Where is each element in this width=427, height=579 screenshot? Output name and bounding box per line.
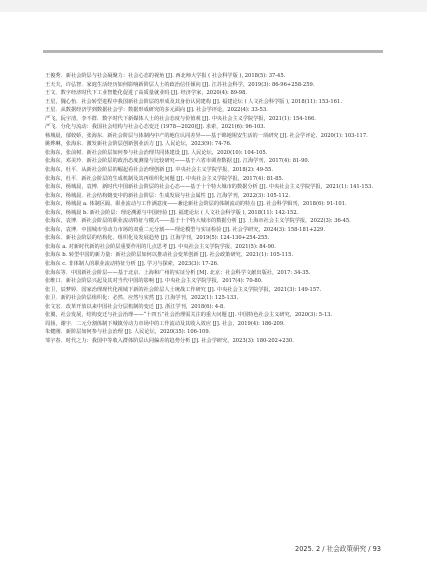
footer-journal: 社会政策研究 [326,545,367,553]
reference-list [45,72,390,346]
reference-entry: 周扬，谢宇．二元分割体制下城镇劳动力市场中的工作流动及其收入效应 [J]. 社会，2019(4): 186-209. [45,320,285,327]
reference-entry: 张海东，杨城晨．社会结构嬗变中的新社会阶层：生成发展与社会属性 [J]. 江海学刊，2022(3): 105-112. [45,192,290,199]
header-rule [43,50,383,53]
reference-entry: 王天夫，许弘智．家庭生活经历如何影响新阶层人士的政治信任倾向 [J]. 江苏社会科学，2019(3): 86-96+258-259. [45,81,315,88]
reference-entry: 张海东，袁博．中国城市劳动力市场的双重二元分割——理论模型与实证检验 [J]. 社会学研究，2024(3): 158-181+229. [45,226,325,233]
reference-entry: 张海东，杨城晨 b. 新社会阶层：理论溯源与中国经验 [J]. 福建论坛 ( 人文社会科学版 ), 2018(11): 142-152. [45,209,299,216]
reference-entry: 张文宏．改革开放以来中国社会分层机制的变迁 [J]. 浙江学刊，2018(6): 4-8. [45,303,225,310]
reference-entry: 张维口．新社会阶层兴起及其对当代中国的影响 [J]. 中央社会主义学院学报，2017(4): 70-80. [45,278,263,285]
reference-entry: 张海东 b. 转型中国的新力量：新社会阶层如何以推动社会变革创新 [J]. 社会政策研究，2021(1): 105-115. [45,252,294,259]
reference-entry: 杨城晨，郁姣娇，张海东．新社会阶层与体制内中产的地位认同差异——基于锦地锡安生活的一项研究 [J]. 社会学评论，2020(1): 103-117. [45,132,368,139]
reference-entry: 邹宇春．时代之力：我国中等收入群体阶层认同偏差的趋势分析 [J]. 社会学研究，2023(3): 180-202+230. [45,337,294,344]
reference-entry: 王星．从数据经济学到数据社会学：数据形成研究的多元面向 [J]. 社会学评论，2022(4): 33-53. [45,107,268,114]
top-margin-band [0,0,427,12]
reference-entry: 张卫．新的社会阶层组织化：必然、应然与实然 [J]. 江海学刊，2022(1): 125-133. [45,295,239,302]
reference-entry: 张海东，杨城晨 a. 体制区隔、职业流动与工作满意度——兼论新社会阶层的体制流动的特点 [J]. 社会科学辑刊，2018(6): 91-101. [45,201,347,208]
reference-entry: 张海东，邓美玲．新社会阶层的政治态度测量与比较研究——基于六省市调查数据 [J]. 江海学刊，2017(4): 81-90. [45,158,310,165]
reference-entry: 朱健刚．新阶层如何参与社会治理 [J]. 人民论坛，2020(35): 106-109. [45,329,211,336]
reference-entry: 严飞．分化与流动：我国社会结构与社会心态变迁 (1978—2020)[J]. 求索，2021(6): 96-103. [45,124,266,131]
footer-date: 2025. 2 [295,545,321,553]
reference-entry: 姚烨琳，张海东．激发新社会阶层创新创业活力 [J]. 人民论坛，2023(9): 74-76. [45,141,232,148]
reference-entry: 严飞，阮宇清，李不群．数字时代下新媒体人士的社会态度与价值观 [J]. 中央社会主义学院学报，2021(1): 154-166. [45,115,316,122]
reference-entry: 王文．数字经济时代下工业智能化促进了高质量就业吗 [J]. 经济学家，2020(4): 89-98. [45,90,248,97]
reference-entry: 王俊秀．新社会阶层与社会凝聚力：社会心态的视角 [J]. 西北师大学报 ( 社会科学版 ), 2018(5): 37-45. [45,73,286,79]
reference-entry: 张海东 a. 对新时代新的社会阶层重要作用的几点思考 [J]. 中央社会主义学院学报，2021(5): 84-90. [45,243,276,250]
reference-entry: 张海东，杨城晨，袁博．新时代中国新社会阶层的社会心态——基于十个特大城市的数据分析 [J]. 中央社会主义学院学报，2021(1): 141-153. [45,184,373,191]
reference-entry: 张海东，张前树．新社会阶层如何参与社会治理共同体建设 [J]. 人民论坛，2020(10): 104-105. [45,149,268,156]
page-footer [295,543,381,553]
reference-entry: 张海东等．中国新社会阶层——基于北京、上海和广州的实证分析 [M]. 北京：社会科学文献出版社，2017: 34-35. [45,269,311,276]
reference-entry: 张翼，社会发展，结构变迁与社会治理——“十四五”社会治理需关注的重大问题 [J]. 中国特色社会主义研究，2020(3): 5-13. [45,312,333,319]
reference-entry: 张海东，袁博．新社会阶层的职业流动特征与模式——基于十个特大城市的数据分析 [J]. 上海市社会主义学院学报，2022(3): 36-45. [45,218,351,225]
reference-entry: 张卫，辰梦婷．国家治理现代化视域下新的社会阶层人士统战工作研究 [J]. 中央社会主义学院学报，2021(3): 149-157. [45,286,322,293]
footer-page-number: 93 [372,545,381,553]
footer-separator: / [322,545,327,553]
reference-entry: 张海东，杜平．新社会阶层的生成机制及其再组织化问题 [J]. 中央社会主义学院学报，2017(4): 81-85. [45,175,284,182]
reference-entry: 张海东．新社会阶层的结构化、组织化及发展趋势 [J]. 江海学刊，2019(5): 124-130+254-255. [45,235,270,242]
reference-entry: 王星，魏心怡．社会转型进程中我国新社会阶层的形成及其身份认同建构 [J]. 福建论坛 ( 人文社会科学版 ), 2018(11): 153-161. [45,98,342,105]
reference-entry: 张海东，杜平．从新社会阶层的崛起看社会治理创新 [J]. 中央社会主义学院学报，2018(2): 49-55. [45,167,273,174]
reference-entry: 张海东 c. 非体制人的职业流动特征分析 [J]. 学习与探索，2023(3): 17-26. [45,261,219,268]
footer-separator: / [368,545,373,553]
